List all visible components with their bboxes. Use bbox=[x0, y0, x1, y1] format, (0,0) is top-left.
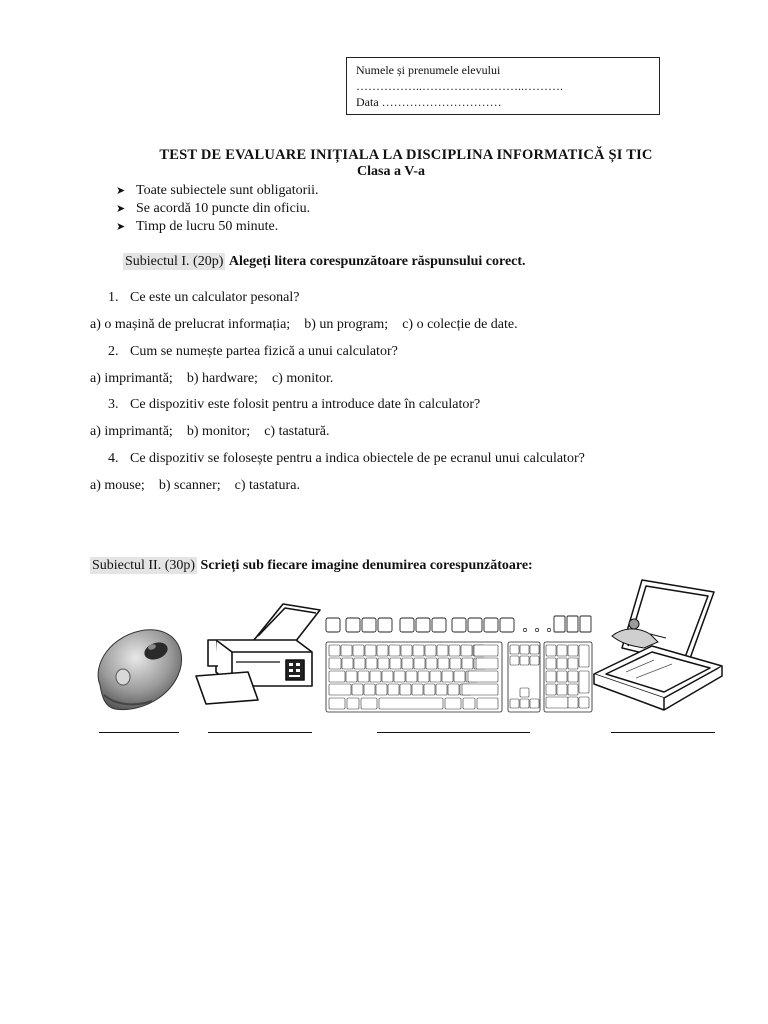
keyboard-key bbox=[436, 684, 447, 695]
answer-option: b) hardware; bbox=[186, 371, 258, 386]
keyboard-key bbox=[413, 645, 424, 656]
keyboard-key bbox=[510, 699, 519, 708]
keyboard-key bbox=[329, 658, 341, 669]
rule-text: Toate subiectele sunt obligatorii. bbox=[136, 183, 319, 198]
student-name-dots: ……………..……………………..………. bbox=[356, 79, 563, 93]
keyboard-key bbox=[341, 645, 352, 656]
keyboard-key bbox=[520, 645, 529, 654]
keyboard-key bbox=[412, 684, 423, 695]
keyboard-key bbox=[365, 645, 376, 656]
question-text: Cum se numește partea fizică a unui calculator? bbox=[130, 344, 398, 359]
arrow-bullet-icon: ➤ bbox=[116, 221, 126, 233]
question-number: 2. bbox=[108, 344, 119, 359]
answers-1 bbox=[90, 317, 532, 333]
keyboard-key bbox=[394, 671, 405, 682]
keyboard-key bbox=[530, 699, 539, 708]
keyboard-key bbox=[557, 658, 567, 669]
keyboard-key bbox=[474, 645, 498, 656]
keyboard-key bbox=[379, 698, 443, 709]
keyboard-key bbox=[358, 671, 369, 682]
keyboard-key bbox=[557, 684, 567, 695]
keyboard-key bbox=[361, 698, 377, 709]
keyboard-key bbox=[442, 671, 453, 682]
answer-option: c) tastatura. bbox=[234, 478, 300, 493]
section-1-heading bbox=[123, 254, 526, 270]
answers-4 bbox=[90, 478, 314, 494]
keyboard-key bbox=[579, 671, 589, 693]
keyboard-key bbox=[462, 684, 498, 695]
keyboard-key bbox=[462, 658, 473, 669]
keyboard-key bbox=[353, 645, 364, 656]
keyboard-key bbox=[329, 645, 340, 656]
keyboard-key bbox=[477, 698, 498, 709]
keyboard-key bbox=[329, 684, 351, 695]
keyboard-key bbox=[546, 697, 568, 708]
keyboard-key bbox=[382, 671, 393, 682]
rule-item bbox=[116, 182, 319, 200]
keyboard-key bbox=[445, 698, 461, 709]
keyboard-key bbox=[476, 658, 498, 669]
keyboard-key bbox=[389, 645, 400, 656]
scanner-icon bbox=[592, 576, 724, 712]
keyboard-key bbox=[568, 697, 578, 708]
keyboard-key bbox=[557, 671, 567, 682]
student-info-box bbox=[346, 57, 660, 115]
section-1-label: Subiectul I. (20p) bbox=[125, 254, 224, 269]
question-4 bbox=[108, 451, 585, 467]
keyboard-key bbox=[352, 684, 363, 695]
keyboard-key bbox=[424, 684, 435, 695]
keyboard-key bbox=[546, 645, 556, 656]
keyboard-key bbox=[520, 699, 529, 708]
answer-option: c) tastatură. bbox=[264, 424, 330, 439]
keyboard-key bbox=[468, 671, 498, 682]
keyboard-key bbox=[354, 658, 365, 669]
keyboard-key bbox=[406, 671, 417, 682]
keyboard-key bbox=[390, 658, 401, 669]
keyboard-key bbox=[329, 671, 345, 682]
answers-2 bbox=[90, 371, 347, 387]
section-2-heading bbox=[90, 558, 533, 574]
answer-line[interactable] bbox=[208, 732, 312, 733]
keyboard-key bbox=[366, 658, 377, 669]
keyboard-key bbox=[342, 658, 353, 669]
keyboard-key bbox=[546, 658, 556, 669]
answer-option: a) o mașină de prelucrat informația; bbox=[90, 317, 291, 332]
keyboard-key bbox=[449, 645, 460, 656]
question-2 bbox=[108, 344, 398, 360]
question-number: 3. bbox=[108, 397, 119, 412]
answer-option: a) mouse; bbox=[90, 478, 145, 493]
answer-option: b) un program; bbox=[304, 317, 389, 332]
keyboard-key bbox=[568, 684, 578, 695]
question-number: 1. bbox=[108, 290, 119, 305]
keyboard-key bbox=[370, 671, 381, 682]
keyboard-key bbox=[568, 658, 578, 669]
keyboard-key bbox=[463, 698, 475, 709]
answers-3 bbox=[90, 424, 344, 440]
keyboard-key bbox=[510, 656, 519, 665]
rules-list bbox=[116, 182, 319, 236]
keyboard-key bbox=[377, 645, 388, 656]
page-subtitle: Clasa a V-a bbox=[357, 164, 425, 179]
keyboard-key bbox=[510, 645, 519, 654]
keyboard-key bbox=[376, 684, 387, 695]
question-text: Ce dispozitiv se folosește pentru a indica obiectele de pe ecranul unui calculator? bbox=[130, 451, 585, 466]
keyboard-key bbox=[425, 645, 436, 656]
section-1-instruction: Alegeți litera corespunzătoare răspunsului corect. bbox=[228, 254, 526, 269]
keyboard-key bbox=[568, 645, 578, 656]
keyboard-key bbox=[346, 671, 357, 682]
answer-option: b) monitor; bbox=[186, 424, 251, 439]
arrow-bullet-icon: ➤ bbox=[116, 185, 126, 197]
arrow-bullet-icon: ➤ bbox=[116, 203, 126, 215]
answer-line[interactable] bbox=[611, 732, 715, 733]
keyboard-key bbox=[347, 698, 359, 709]
rule-text: Timp de lucru 50 minute. bbox=[136, 219, 279, 234]
keyboard-key bbox=[568, 671, 578, 682]
question-number: 4. bbox=[108, 451, 119, 466]
question-1 bbox=[108, 290, 299, 306]
keyboard-key bbox=[454, 671, 465, 682]
keyboard-key bbox=[414, 658, 425, 669]
keyboard-key bbox=[388, 684, 399, 695]
keyboard-key bbox=[437, 645, 448, 656]
answer-line[interactable] bbox=[99, 732, 179, 733]
keyboard-key bbox=[520, 656, 529, 665]
keyboard-key bbox=[401, 645, 412, 656]
keyboard-key bbox=[530, 656, 539, 665]
question-text: Ce este un calculator pesonal? bbox=[130, 290, 300, 305]
answer-option: b) scanner; bbox=[158, 478, 221, 493]
keyboard-key bbox=[438, 658, 449, 669]
keyboard-key bbox=[520, 688, 529, 697]
section-2-instruction: Scrieți sub fiecare imagine denumirea corespunzătoare: bbox=[200, 558, 533, 573]
keyboard-key bbox=[546, 684, 556, 695]
keyboard-key bbox=[461, 645, 472, 656]
section-2-label: Subiectul II. (30p) bbox=[92, 558, 196, 573]
keyboard-key bbox=[579, 645, 589, 667]
keyboard-key bbox=[448, 684, 459, 695]
keyboard-key bbox=[400, 684, 411, 695]
date-label: Data ………………………… bbox=[356, 95, 502, 109]
student-name-label: Numele și prenumele elevului bbox=[356, 63, 501, 77]
keyboard-key bbox=[329, 698, 345, 709]
rule-item bbox=[116, 218, 319, 236]
question-text: Ce dispozitiv este folosit pentru a introduce date în calculator? bbox=[130, 397, 481, 412]
keyboard-key bbox=[557, 645, 567, 656]
keyboard-key bbox=[430, 671, 441, 682]
keyboard-key bbox=[378, 658, 389, 669]
keyboard-key bbox=[402, 658, 413, 669]
answer-option: c) monitor. bbox=[271, 371, 334, 386]
question-3 bbox=[108, 397, 480, 413]
rule-text: Se acordă 10 puncte din oficiu. bbox=[136, 201, 311, 216]
keyboard-key bbox=[579, 697, 589, 708]
keyboard-key bbox=[530, 645, 539, 654]
keyboard-key bbox=[426, 658, 437, 669]
keyboard-icon bbox=[322, 612, 594, 714]
keyboard-key bbox=[364, 684, 375, 695]
answer-option: c) o colecție de date. bbox=[402, 317, 518, 332]
answer-option: a) imprimantă; bbox=[90, 371, 173, 386]
keyboard-key bbox=[418, 671, 429, 682]
printer-icon bbox=[188, 600, 323, 712]
page-title: TEST DE EVALUARE INIȚIALA LA DISCIPLINA INFORMATICĂ ȘI TIC bbox=[159, 147, 653, 163]
keyboard-key bbox=[546, 671, 556, 682]
mouse-icon bbox=[90, 625, 186, 715]
answer-option: a) imprimantă; bbox=[90, 424, 173, 439]
keyboard-key bbox=[450, 658, 461, 669]
rule-item bbox=[116, 200, 319, 218]
answer-line[interactable] bbox=[377, 732, 530, 733]
